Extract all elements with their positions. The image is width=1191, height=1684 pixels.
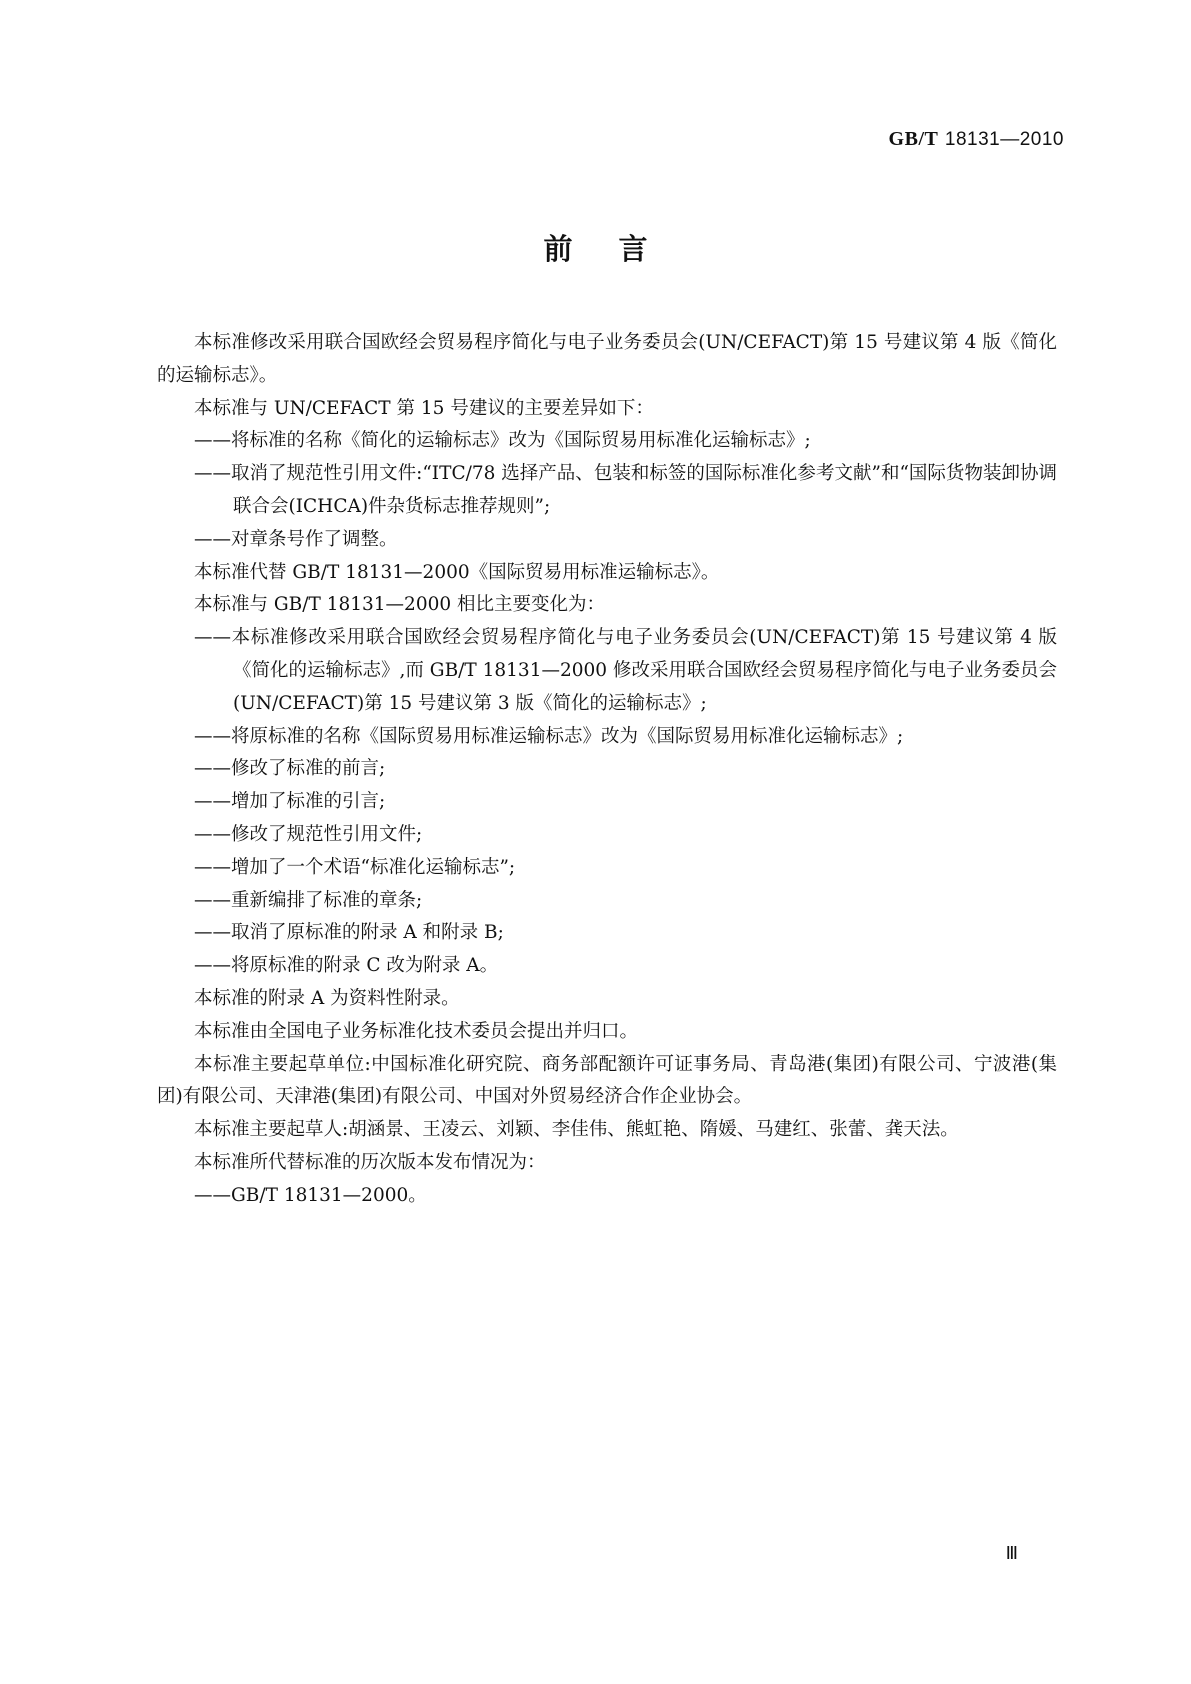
dash-list-item: ——将标准的名称《简化的运输标志》改为《国际贸易用标准化运输标志》; bbox=[194, 430, 811, 452]
dash-list-item: ——本标准修改采用联合国欧经会贸易程序简化与电子业务委员会(UN/CEFACT)第 15 号建议第 4 版《简化的运输标志》,而 GB/T 18131—2000 修改采用联合国欧经会贸易程序简化与电子业务委员会(UN/CEFACT)第 15 号建议第 3 版《简化的运输标志》; bbox=[194, 627, 1057, 714]
dash-list-item: ——取消了原标准的附录 A 和附录 B; bbox=[194, 922, 504, 944]
paragraph: 本标准主要起草单位:中国标准化研究院、商务部配额许可证事务局、青岛港(集团)有限公司、宁波港(集团)有限公司、天津港(集团)有限公司、中国对外贸易经济合作企业协会。 bbox=[157, 1053, 1057, 1108]
paragraph: 本标准代替 GB/T 18131—2000《国际贸易用标准运输标志》。 bbox=[194, 561, 720, 583]
dash-list-item: ——重新编排了标准的章条; bbox=[194, 889, 423, 911]
paragraph: 本标准所代替标准的历次版本发布情况为： bbox=[194, 1151, 546, 1173]
dash-list-item: ——增加了一个术语“标准化运输标志”; bbox=[194, 856, 516, 878]
paragraph: 本标准与 UN/CEFACT 第 15 号建议的主要差异如下： bbox=[194, 397, 654, 419]
dash-list-item: ——将原标准的名称《国际贸易用标准运输标志》改为《国际贸易用标准化运输标志》; bbox=[194, 725, 904, 747]
paragraph: 本标准与 GB/T 18131—2000 相比主要变化为： bbox=[194, 594, 606, 616]
dash-list-item: ——取消了规范性引用文件:“ITC/78 选择产品、包装和标签的国际标准化参考文献”和“国际货物装卸协调联合会(ICHCA)件杂货标志推荐规则”; bbox=[194, 463, 1057, 517]
dash-list-item: ——修改了标准的前言; bbox=[194, 758, 386, 780]
dash-list-item: ——GB/T 18131—2000。 bbox=[194, 1184, 427, 1206]
paragraph: 本标准主要起草人:胡涵景、王凌云、刘颖、李佳伟、熊虹艳、隋媛、马建红、张蕾、龚天法。 bbox=[194, 1119, 959, 1141]
foreword-body bbox=[157, 327, 1057, 1213]
page-number: Ⅲ bbox=[1005, 1543, 1018, 1563]
dash-list-item: ——增加了标准的引言; bbox=[194, 791, 386, 813]
dash-list-item: ——将原标准的附录 C 改为附录 A。 bbox=[194, 955, 499, 977]
dash-list-item: ——对章条号作了调整。 bbox=[194, 528, 398, 550]
paragraph: 本标准修改采用联合国欧经会贸易程序简化与电子业务委员会(UN/CEFACT)第 15 号建议第 4 版《简化的运输标志》。 bbox=[157, 332, 1057, 386]
page-title: 前言 bbox=[543, 232, 694, 266]
standard-code-number: 18131—2010 bbox=[944, 129, 1064, 150]
standard-code-prefix: GB/T bbox=[888, 128, 939, 150]
dash-list-item: ——修改了规范性引用文件; bbox=[194, 823, 423, 845]
paragraph: 本标准由全国电子业务标准化技术委员会提出并归口。 bbox=[194, 1020, 639, 1042]
standard-code bbox=[889, 126, 1064, 153]
paragraph: 本标准的附录 A 为资料性附录。 bbox=[194, 987, 460, 1009]
